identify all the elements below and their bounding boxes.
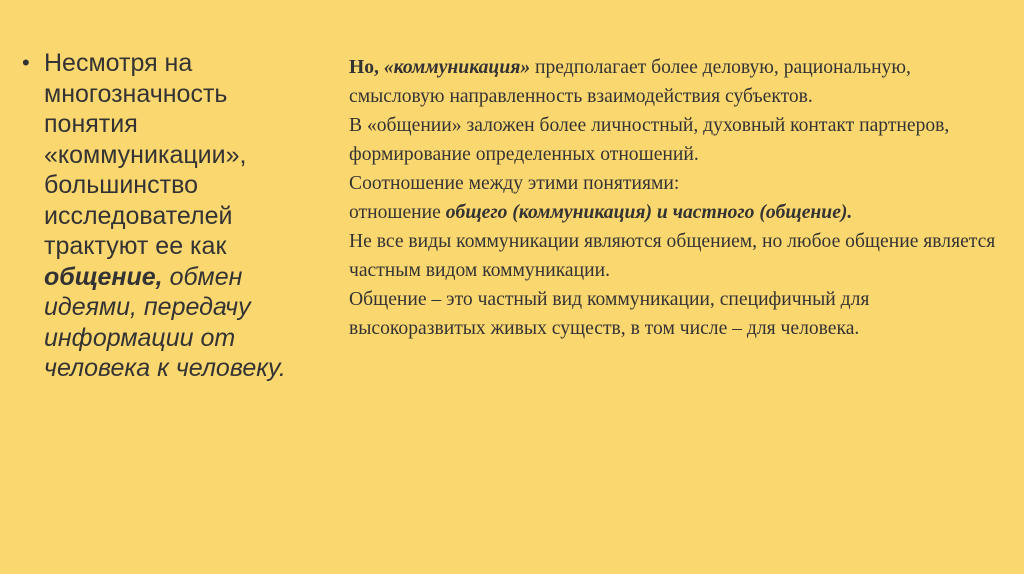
relation-emphasis: общего (коммуникация) и частного (общение). <box>445 202 853 223</box>
paragraph-relation <box>349 198 1009 227</box>
paragraph-obshchenie: В «общении» заложен более личностный, духовный контакт партнеров, формирование определенных отношений. <box>349 115 950 165</box>
paragraph-relation-heading: Соотношение между этими понятиями: <box>349 173 680 194</box>
bullet-text-emphasis: общение, <box>44 262 163 291</box>
bullet-icon: • <box>22 50 30 75</box>
paragraph-communication <box>349 53 1009 111</box>
bullet-text <box>44 48 302 384</box>
paragraph-not-all: Не все виды коммуникации являются общением, но любое общение является частным видом коммуникации. <box>349 231 996 281</box>
paragraph-lead: Но, <box>349 57 384 78</box>
bullet-text-rest: обмен идеями, передачу информации от человека к человеку. <box>44 262 286 382</box>
relation-prefix: отношение <box>349 202 446 223</box>
term-communication: «коммуникация» <box>383 57 531 78</box>
paragraph-definition: Общение – это частный вид коммуникации, специфичный для высокоразвитых живых существ, в том числе – для человека. <box>349 289 870 339</box>
paragraph-communication-text: предполагает более деловую, рациональную, смысловую направленность взаимодействия субъектов. <box>349 57 911 107</box>
left-column <box>20 48 320 384</box>
bullet-item <box>20 48 320 384</box>
right-column <box>349 53 1009 343</box>
bullet-text-intro: Несмотря на многозначность понятия «коммуникации», большинство исследователей трактуют ее как <box>44 49 247 260</box>
